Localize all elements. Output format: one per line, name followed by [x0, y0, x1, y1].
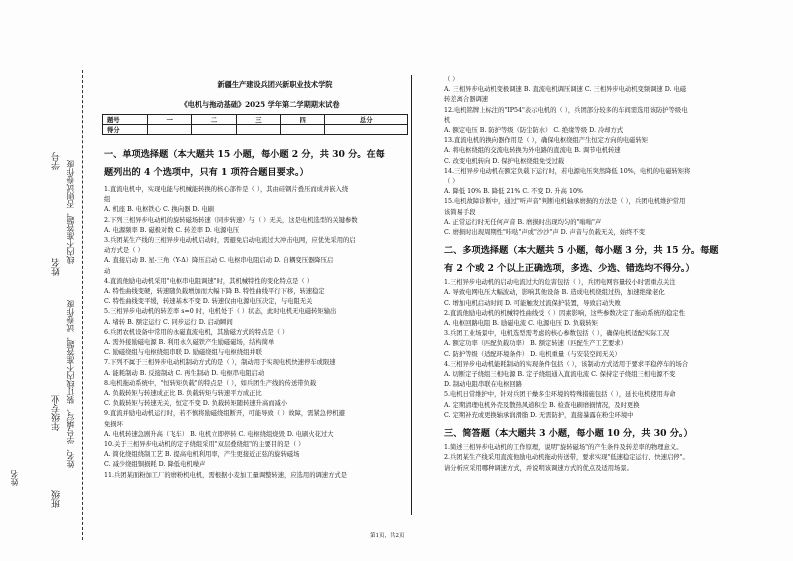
question-line: C. 减少绕组铜损耗 D. 降低电机噪声: [104, 461, 206, 469]
section3-questions: [444, 443, 784, 474]
score-header-row: [103, 115, 408, 125]
score-cell[interactable]: [325, 125, 408, 135]
question-line: A. 切断定子绕组三相电源 B. 定子绕组通入直流电流 C. 保持定子绕组三相电源不变: [444, 371, 676, 379]
question-line: 请分析应采用哪种调速方式，并说明该调速方式的优点及适用场景。: [444, 464, 633, 472]
question-line: C. 改变电机转向 D. 保护电枢绕组免受过载: [444, 157, 565, 165]
section1-questions-cont: [444, 75, 784, 238]
question-line: 组: [104, 196, 111, 204]
question-line: 10.关于三相异步电动机的定子绕组采用"双层叠绕组"的主要目的是（ ）: [104, 441, 305, 449]
question-line: 5.三相异步电动机的转差率 s=0 时，电机处于（ ）状态，此时电机无电磁转矩输出: [104, 308, 337, 316]
section2-title-cont: 有 2 个或 2 个以上正确选项，多选、少选、错选均不得分。）: [444, 263, 695, 275]
school-name-label: 姓名: [10, 470, 19, 486]
question-line: 2.下列三相异步电动机的旋转磁场转速（同步转速）与（ ）无关，这是电机选型的关键参数: [104, 216, 358, 224]
score-cell: 四: [281, 115, 325, 125]
class-label: 班级: [52, 490, 62, 508]
left-column: [104, 146, 409, 481]
score-cell: 题号: [103, 115, 148, 125]
question-line: 9.直流并励电动机运行时，若不慎将励磁绕组断开，可能导致（ ）故障，需紧急停机避: [104, 410, 345, 418]
question-line: 免损坏: [104, 420, 123, 428]
question-line: A. 直接启动 B. 星-三角（Y-Δ）降压启动 C. 电枢串电阻启动 D. 自耦变压器降压启: [104, 257, 334, 265]
question-line: C. 励磁绕组与电枢绕组串联 D. 励磁绕组与电枢绕组并联: [104, 349, 262, 357]
score-cell: 一: [148, 115, 192, 125]
question-line: 机: [444, 116, 451, 124]
score-cell: 二: [192, 115, 236, 125]
score-cell[interactable]: [281, 125, 325, 135]
score-cell: 三: [236, 115, 280, 125]
question-line: A. 需外接励磁电源 B. 利用永久磁铁产生励磁磁场，结构简单: [104, 339, 275, 347]
question-line: C. 特性曲线变平缓，转速基本不变 D. 转速仅由电源电压决定，与电阻无关: [104, 298, 313, 306]
section3-title: 三、简答题（本大题共 3 小题，每小题 10 分，共 30 分。）: [444, 428, 693, 440]
question-line: A. 降低 10% B. 降低 21% C. 不变 D. 升高 10%: [444, 188, 583, 196]
score-value-row: [103, 125, 408, 135]
binding-notice-bottom: 姓名、学号填写、装订线内不准答题，试卷作废: [66, 300, 75, 468]
score-table: [102, 114, 408, 135]
question-line: 动: [104, 267, 111, 275]
question-line: 2.直流他励电动机的机械特性曲线受（ ）因素影响，这些参数决定了拖动系统的稳定性: [444, 309, 685, 317]
question-line: 13.直流电机的换向器作用是（ ），确保电枢绕组产生恒定方向的电磁转矩: [444, 137, 649, 145]
question-line: C. 防护等级（适配环境条件） D. 电机重量（与安装空间无关）: [444, 350, 621, 358]
question-line: 3.兵团某生产线的三相异步电动机启动时，需避免启动电流过大冲击电网，应优先采用的启: [104, 237, 356, 245]
binding-notice-top: 线内不准答题，否则试卷作废: [66, 160, 75, 264]
question-line: A. 定期清理电机外壳及散热风道积尘 B. 检查电刷磨损情况，及时更换: [444, 401, 640, 409]
question-line: A. 能耗制动 B. 反接制动 C. 再生制动 D. 电枢串电阻启动: [104, 369, 265, 377]
question-line: 转差离合器调速: [444, 96, 489, 104]
question-line: 11.兵团某面粉加工厂的磨粉机电机，需根据小麦加工量调整转速，应选用的调速方式是: [104, 471, 347, 479]
question-line: A. 机座 B. 电枢铁心 C. 换向器 D. 电刷: [104, 206, 214, 214]
question-line: A. 电源频率 B. 磁极对数 C. 转差率 D. 电源电压: [104, 226, 240, 234]
column-divider: [411, 75, 412, 515]
question-line: A. 导致电网电压大幅波动，影响其他设备 B. 造成电机绕组过热，加速绝缘老化: [444, 289, 665, 297]
question-line: C. 负载转矩与转速无关，恒定不变 D. 负载转矩随转速升高而减小: [104, 400, 288, 408]
question-line: C. 定期补充或更换轴承润滑脂 D. 无需防护，直接暴露在粉尘环境中: [444, 411, 634, 419]
question-line: A. 三相异步电动机变极调速 B. 直流电机调压调速 C. 三相异步电动机变频调速 D. 电磁: [444, 86, 687, 94]
score-cell[interactable]: [236, 125, 280, 135]
question-line: C. 磨损时出现周期性"咔哒"声或"沙沙"声 D. 声音与负载无关，始终不变: [444, 229, 646, 237]
section2-questions: [444, 278, 784, 421]
question-line: 3.兵团工业场景中，电机选型需考虑的核心参数包括（ ），确保电机适配实际工况: [444, 330, 670, 338]
student-id-label: 学号: [52, 152, 62, 170]
question-line: 动方式是（ ）: [104, 247, 144, 255]
question-line: A. 额定功率（匹配负载功率） B. 额定转速（匹配生产工艺要求）: [444, 340, 627, 348]
question-line: （ ）: [444, 178, 459, 186]
binding-strip: [0, 0, 96, 561]
question-line: 1.简述三相异步电动机的工作原理，说明"旋转磁场"的产生条件及转差率的物理意义。: [444, 444, 683, 452]
question-line: 该简易手段: [444, 208, 476, 216]
question-line: 5.电机日常维护中，针对兵团干燥多尘环境的特殊措施包括（ ），延长电机使用寿命: [444, 391, 676, 399]
question-line: A. 简化绕组绕制工艺 B. 提高电机利用率，产生更接近正弦的旋转磁场: [104, 451, 300, 459]
question-line: D. 制动电阻串联在电枢回路: [444, 381, 523, 389]
question-line: A. 电机转速急剧升高（飞车） B. 电机立即停转 C. 电枢绕组烧毁 D. 电刷火花过大: [104, 430, 334, 438]
question-line: A. 额定电压 B. 防护等级（防尘防水） C. 绝缘等级 D. 冷却方式: [444, 127, 624, 135]
major-label: 年级专业: [52, 395, 62, 431]
question-line: 2.兵团某生产线采用直流他励电动机拖动传送带，要求实现"低速稳定运行、快速启停"。: [444, 454, 689, 462]
right-column: [444, 75, 784, 474]
section1-title: 一、单项选择题（本大题共 15 小题，每小题 2 分，共 30 分。在每: [104, 149, 385, 160]
question-line: 8.电机拖动系统中，"恒转矩负载"的特点是（ ），如兵团生产线的传送带负载: [104, 379, 317, 387]
name-label: 姓名: [52, 258, 62, 276]
score-cell: 得分: [103, 125, 148, 135]
question-line: 6.兵团农机设备中常用的永磁直流电机，其励磁方式的特点是（ ）: [104, 328, 289, 336]
question-line: A. 将电枢绕组的交流电转换为外电路的直流电 B. 调节电机转速: [444, 147, 621, 155]
question-line: 1.直流电机中，实现电能与机械能转换的核心部件是（ ），其由硅钢片叠压而成并嵌入绕: [104, 186, 349, 193]
question-line: 15.电机故障诊断中，通过"听声音"判断电机轴承磨损的方法是（ ），兵团电机维护常用: [444, 198, 686, 206]
score-cell[interactable]: [148, 125, 192, 135]
question-line: A. 堵转 B. 额定运行 C. 同步运行 D. 启动瞬间: [104, 318, 233, 326]
question-line: 7.下列不属于三相异步电动机制动方式的是（ ），制动用于实现电机快速停车或限速: [104, 359, 336, 367]
question-line: 4.三相异步电动机能耗制动的实现条件包括（ ），该制动方式适用于要求平稳停车的场合: [444, 360, 689, 368]
exam-title: 《电机与拖动基础》2025 学年第二学期期末试卷: [180, 100, 340, 109]
score-cell: 总分: [325, 115, 408, 125]
question-line: 4.直流他励电动机采用"电枢串电阻调速"时，其机械特性的变化特点是（ ）: [104, 277, 314, 285]
question-line: 1.三相异步电动机的启动电流过大的危害包括（ ），兵团电网容量较小时需重点关注: [444, 279, 676, 287]
section1-questions: [104, 185, 409, 481]
question-line: （ ）: [444, 76, 459, 83]
section2-title: 二、多项选择题（本大题共 5 小题，每小题 3 分，共 15 分。每题: [444, 245, 719, 257]
question-line: 14.三相异步电动机在额定负载下运行时，若电源电压突然降低 10%，电机的电磁转矩将: [444, 167, 691, 175]
question-line: A. 电枢回路电阻 B. 励磁电流 C. 电源电压 D. 负载转矩: [444, 320, 598, 328]
question-line: C. 增加电机启动时间 D. 可能触发过流保护装置，导致启动失败: [444, 299, 621, 307]
question-line: A. 负载转矩与转速成正比 B. 负载转矩与转速平方成正比: [104, 390, 262, 398]
question-line: A. 正常运行时无任何声音 B. 磨损时出现均匀的"嗡嗡"声: [444, 218, 602, 226]
section1-title-cont: 题列出的 4 个选项中，只有 1 项符合题目要求。）: [104, 167, 309, 178]
question-line: 12.电机铭牌上标注的"IP54"表示电机的（ ），兵团部分较多的车间需选用该防护等级电: [444, 106, 688, 114]
binding-dashed-line: [82, 70, 83, 540]
school-name: 新疆生产建设兵团兴新职业技术学院: [217, 80, 333, 89]
page-footer: 第1页，共2页: [370, 533, 405, 539]
score-cell[interactable]: [192, 125, 236, 135]
question-line: A. 特性曲线变硬，转速随负载增加而大幅下降 B. 特性曲线平行下移，转速稳定: [104, 288, 325, 296]
